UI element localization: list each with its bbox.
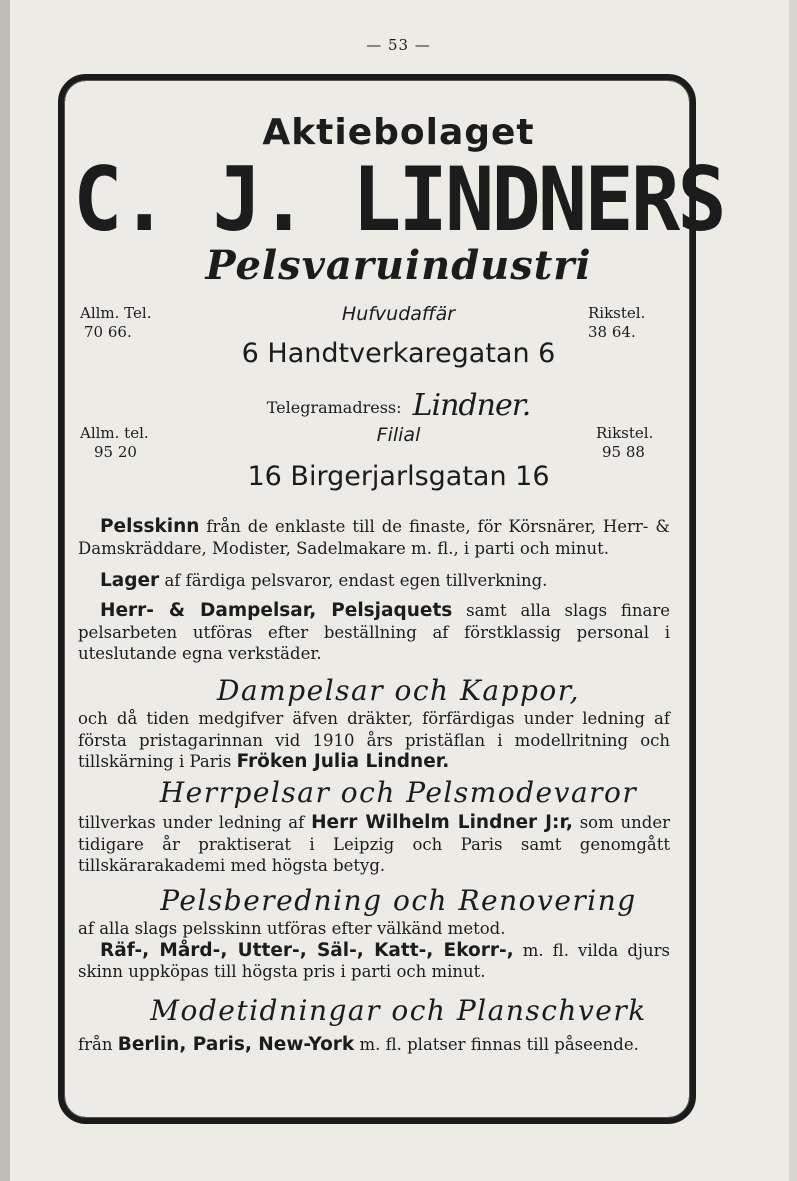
- telegram-signature: Lindner.: [412, 388, 531, 423]
- pelsskinn-bold: Pelsskinn: [100, 516, 200, 537]
- page-edge-right: [789, 0, 797, 1181]
- heading-modetidningar: Modetidningar och Planschverk: [150, 994, 647, 1027]
- paragraph-modetidningar: [78, 1034, 670, 1056]
- herr-dampelsar-text: samt alla slags finare pelsarbeten utföras efter beställning af förstklassig personal i uteslutande egna verkstäder.: [78, 601, 671, 663]
- paragraph-herr-dampelsar: [78, 600, 670, 665]
- herrpelsar-bold: Herr Wilhelm Lindner J:r,: [311, 812, 573, 833]
- telegram-address: [0, 388, 797, 423]
- main-right-tel: [588, 304, 645, 342]
- pelsberedning-text-after: m. fl. vilda djurs skinn uppköpas till högsta pris i parti och minut.: [78, 940, 670, 981]
- company-name: C. J. LINDNERS: [73, 148, 724, 251]
- heading-dampelsar: Dampelsar och Kappor,: [217, 674, 580, 707]
- modetidningar-text-after: m. fl. platser finnas till påseende.: [359, 1035, 639, 1054]
- main-office-label: Hufvudaffär: [341, 303, 456, 325]
- modetidningar-text-before: från: [78, 1035, 113, 1054]
- page-number: — 53 —: [366, 36, 431, 54]
- paragraph-lager: [78, 570, 670, 592]
- main-office-address: 6 Handtverkaregatan 6: [241, 338, 556, 369]
- main-left-tel-label: Allm. Tel.: [80, 304, 152, 322]
- paragraph-herrpelsar: [78, 812, 670, 877]
- paragraph-pelsberedning: [78, 918, 670, 983]
- branch-right-tel-number: 95 88: [602, 443, 645, 461]
- branch-right-tel-label: Rikstel.: [596, 424, 654, 442]
- heading-pelsberedning: Pelsberedning och Renovering: [160, 884, 637, 917]
- main-right-tel-label: Rikstel.: [588, 304, 646, 322]
- pelsberedning-text: af alla slags pelsskinn utföras efter välkänd metod.: [78, 919, 506, 938]
- paragraph-dampelsar: [78, 708, 670, 773]
- main-right-tel-number: 38 64.: [588, 323, 636, 341]
- main-left-tel-number: 70 66.: [84, 323, 132, 341]
- modetidningar-bold: Berlin, Paris, New-York: [117, 1034, 355, 1055]
- branch-label: Filial: [376, 424, 421, 446]
- herr-dampelsar-bold: Herr- & Dampelsar, Pelsjaquets: [100, 600, 453, 621]
- page-edge-left: [0, 0, 10, 1181]
- pelsberedning-bold: Räf-, Mård-, Utter-, Säl-, Katt-, Ekorr-,: [100, 939, 514, 961]
- dampelsar-bold: Fröken Julia Lindner.: [236, 751, 450, 772]
- herrpelsar-text-after: som under tidigare år praktiserat i Leipzig och Paris samt genomgått tillskärarakademi med högsta betyg.: [78, 813, 671, 875]
- branch-right-tel: [596, 424, 653, 462]
- herrpelsar-text-before: tillverkas under ledning af: [78, 813, 305, 832]
- paragraph-pelsskinn: [78, 516, 670, 559]
- company-subtitle: Pelsvaruindustri: [205, 242, 592, 289]
- branch-left-tel-number: 95 20: [94, 443, 137, 461]
- branch-address: 16 Birgerjarlsgatan 16: [247, 461, 550, 492]
- branch-left-tel-label: Allm. tel.: [80, 424, 149, 442]
- telegram-label: Telegramadress:: [266, 398, 402, 417]
- lager-text: af färdiga pelsvaror, endast egen tillverkning.: [164, 571, 548, 590]
- pelsskinn-text: från de enklaste till de finaste, för Körsnärer, Herr- & Damskräddare, Modister, Sadelmakare m. fl., i parti och minut.: [78, 517, 671, 558]
- heading-herrpelsar: Herrpelsar och Pelsmodevaror: [159, 776, 638, 809]
- dampelsar-text: och då tiden medgifver äfven dräkter, förfärdigas under ledning af första pristagarinnan vid 1910 års pristäflan i modellritning och tillskärning i Paris: [78, 709, 670, 771]
- lager-bold: Lager: [100, 570, 160, 591]
- aktiebolaget-label: Aktiebolaget: [262, 112, 535, 153]
